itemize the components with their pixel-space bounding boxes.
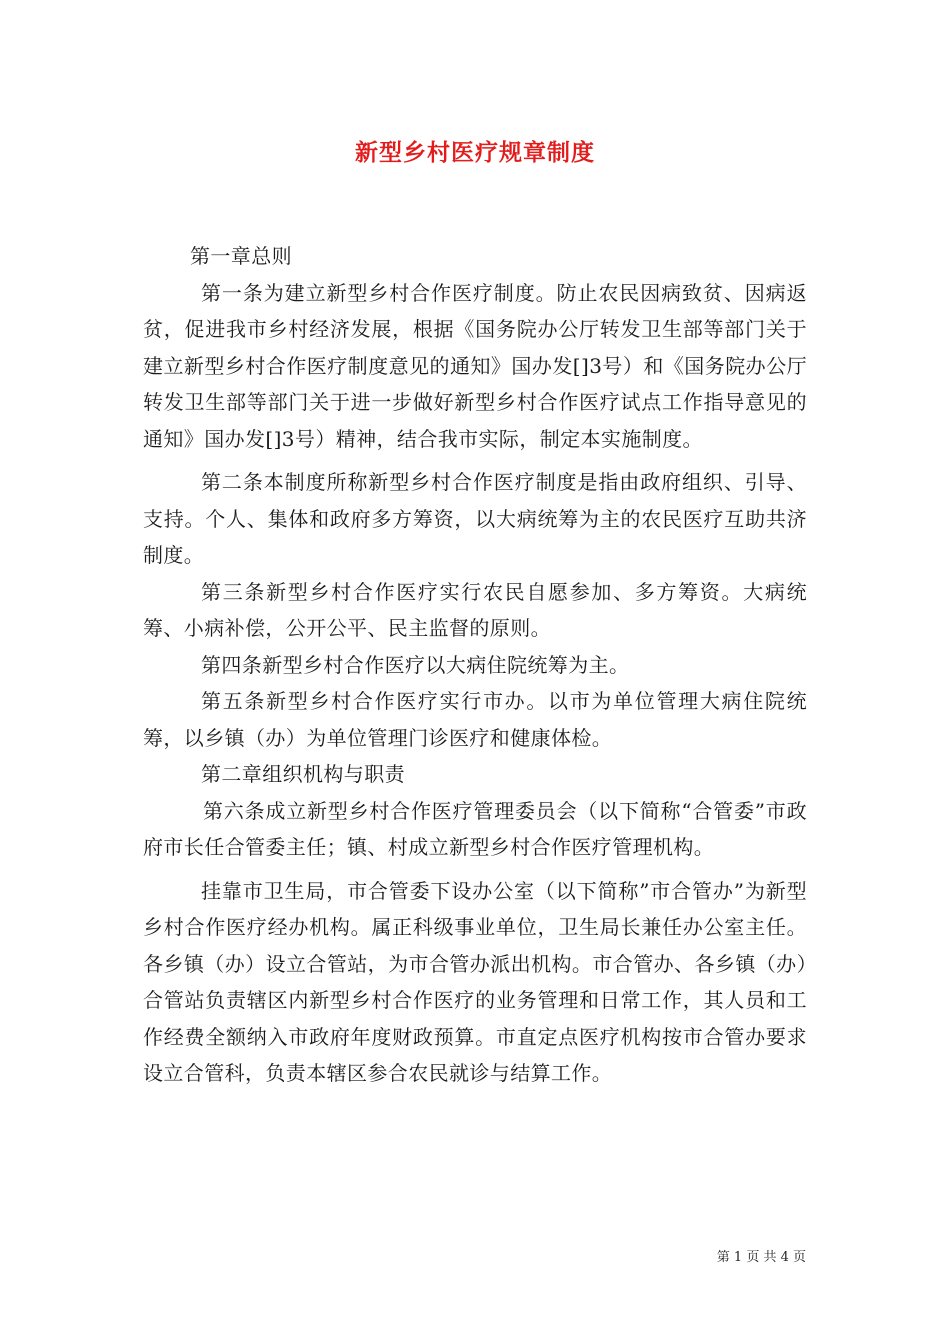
article-3: 第三条新型乡村合作医疗实行农民自愿参加、多方筹资。大病统筹、小病补偿，公开公平、民主监督的原则。 (143, 579, 807, 640)
article-2: 第二条本制度所称新型乡村合作医疗制度是指由政府组织、引导、支持。个人、集体和政府多方筹资，以大病统筹为主的农民医疗互助共济制度。 (143, 470, 807, 567)
document-body (143, 238, 807, 1092)
chapter-heading-1: 第一章总则 (190, 244, 292, 268)
article-1: 第一条为建立新型乡村合作医疗制度。防止农民因病致贫、因病返贫，促进我市乡村经济发展，根据《国务院办公厅转发卫生部等部门关于建立新型乡村合作医疗制度意见的通知》国办发[]3号）和《国务院办公厅转发卫生部等部门关于进一步做好新型乡村合作医疗试点工作指导意见的通知》国办发[]3号）精神，结合我市实际，制定本实施制度。 (143, 280, 807, 451)
page-number: 第 1 页 共 4 页 (716, 1250, 806, 1265)
article-4: 第四条新型乡村合作医疗以大病住院统筹为主。 (201, 652, 630, 677)
article-5: 第五条新型乡村合作医疗实行市办。以市为单位管理大病住院统筹，以乡镇（办）为单位管理门诊医疗和健康体检。 (143, 689, 807, 750)
chapter-heading-2: 第二章组织机构与职责 (201, 762, 405, 786)
article-6: 第六条成立新型乡村合作医疗管理委员会（以下简称“合管委”市政府市长任合管委主任；镇、村成立新型乡村合作医疗管理机构。 (143, 798, 807, 859)
document-title: 新型乡村医疗规章制度 (355, 140, 595, 166)
article-6-continued: 挂靠市卫生局，市合管委下设办公室（以下简称”市合管办”为新型乡村合作医疗经办机构。属正科级事业单位，卫生局长兼任办公室主任。各乡镇（办）设立合管站，为市合管办派出机构。市合管办、各乡镇（办）合管站负责辖区内新型乡村合作医疗的业务管理和日常工作，其人员和工作经费全额纳入市政府年度财政预算。市直定点医疗机构按市合管办要求设立合管科，负责本辖区参合农民就诊与结算工作。 (143, 878, 807, 1085)
